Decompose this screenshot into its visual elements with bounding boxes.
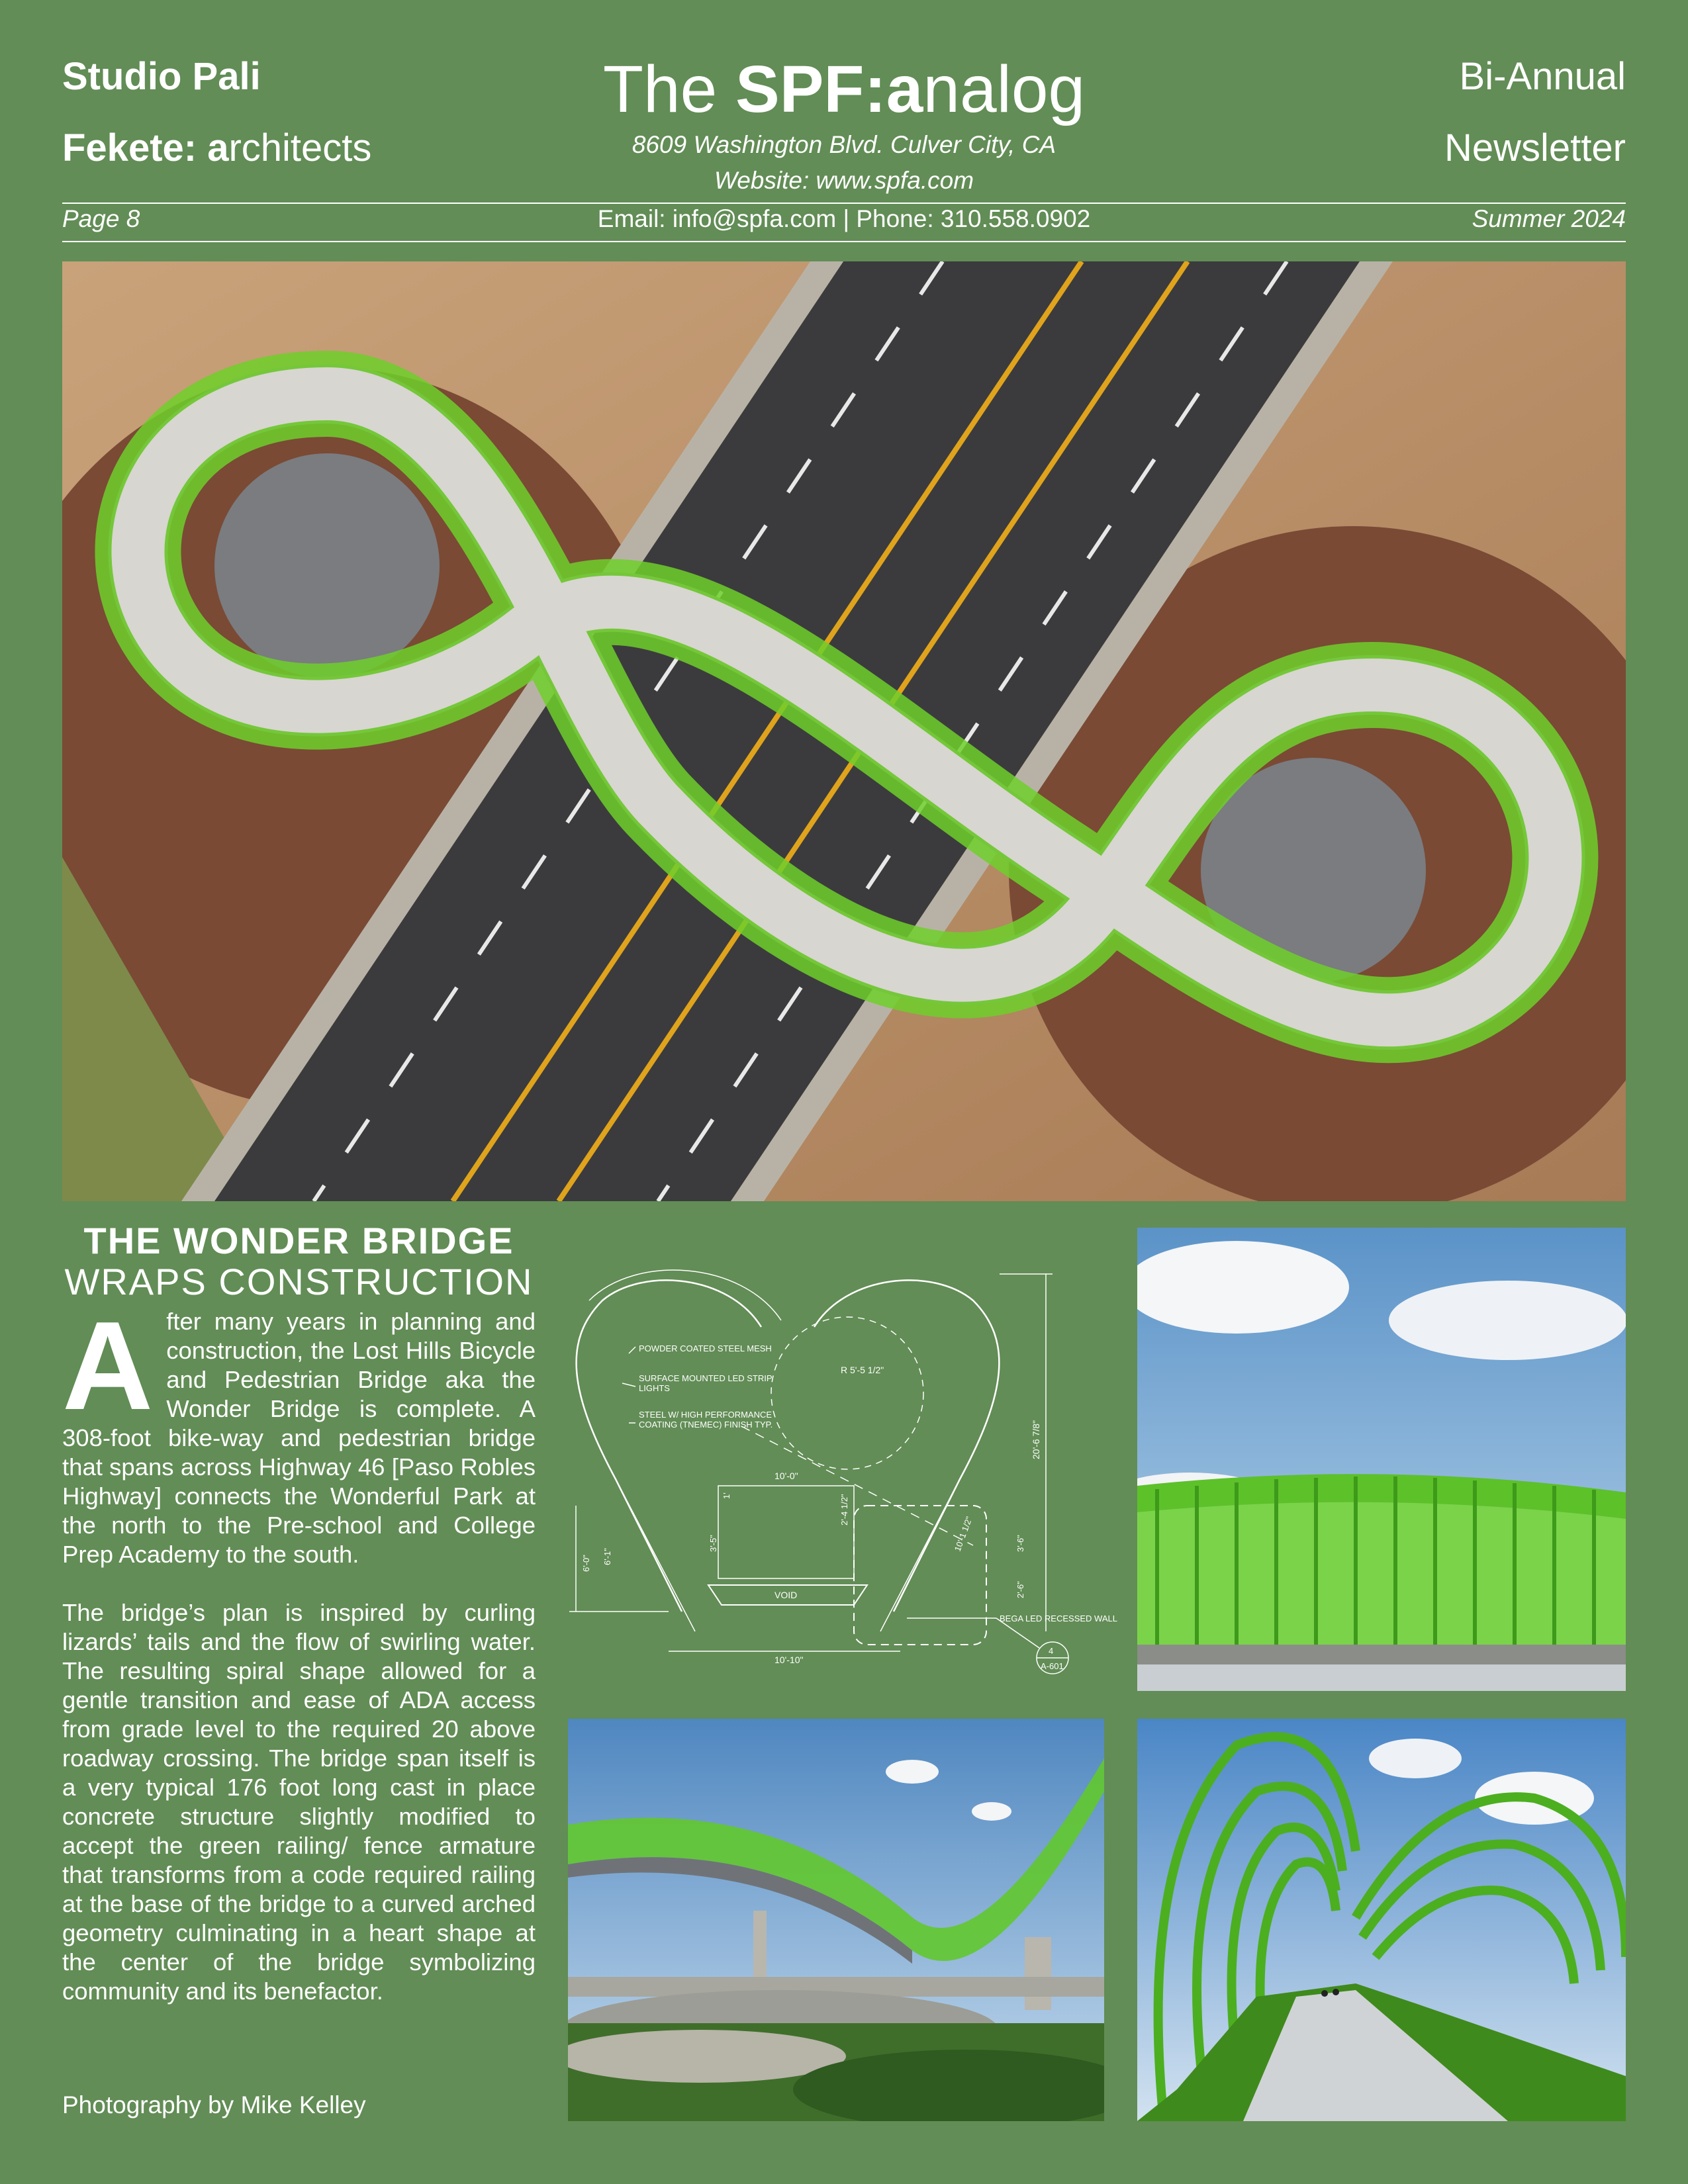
article-body xyxy=(62,1296,536,2006)
label-right-2: 2'-6" xyxy=(1015,1581,1025,1598)
article-title-line1: THE WONDER BRIDGE xyxy=(83,1220,514,1261)
address: 8609 Washington Blvd. Culver City, CA xyxy=(632,131,1056,158)
callout-number: 4 xyxy=(1049,1646,1054,1656)
page-number: Page 8 xyxy=(62,205,140,232)
paragraph-2: The bridge’s plan is inspired by curling lizards’ tails and the flow of swirling water. The resulting spiral shape allowed for a gentle transition and ease of ADA access from grade level to the required 20 above roadway crossing. The bridge span itself is a very typical 176 foot long cast in place concrete structure slightly modified to accept the green railing/ fence armature that transforms from a code required railing at the base of the bridge to a curved arched geometry culminating in a heart shape at the center of the bridge symbolizing community and its benefactor. xyxy=(62,1599,536,2005)
aerial-bridge-illustration xyxy=(62,261,1626,1201)
title-bold: SPF:a xyxy=(735,52,923,126)
frequency-label: Bi-Annual xyxy=(1459,55,1626,98)
bridge-landscape-illustration xyxy=(568,1719,1104,2121)
label-right-3: 10'-1 1/2" xyxy=(952,1515,974,1553)
title-rest: nalog xyxy=(923,52,1086,126)
header-rule-top xyxy=(62,203,1626,204)
paragraph-1 xyxy=(62,1296,536,1569)
heart-right-outer xyxy=(814,1280,999,1612)
label-left-b: 6'-1" xyxy=(602,1548,612,1565)
info-strip xyxy=(62,205,1626,238)
title-prefix: The xyxy=(602,52,735,126)
firm-name-studio-pali: Studio Pali xyxy=(62,55,261,98)
photo-bridge-landscape xyxy=(568,1719,1104,2121)
hero-aerial-photo xyxy=(62,261,1626,1201)
photo-bridge-walkway xyxy=(1137,1719,1626,2121)
label-inner-2: 2'-4 1/2" xyxy=(839,1494,849,1525)
label-led-1: SURFACE MOUNTED LED STRIP xyxy=(639,1373,773,1383)
bridge-side-illustration xyxy=(1137,1228,1626,1691)
contact-info: Email: info@spfa.com | Phone: 310.558.0902 xyxy=(597,205,1091,232)
label-mesh: POWDER COATED STEEL MESH xyxy=(639,1343,772,1353)
label-left-a: 6'-0" xyxy=(581,1555,591,1572)
header-rule-bottom xyxy=(62,241,1626,242)
photo-bridge-side xyxy=(1137,1228,1626,1691)
label-top-width: 10'-0" xyxy=(774,1471,798,1481)
drop-cap: A xyxy=(62,1296,154,1436)
firm-name-rest: rchitects xyxy=(228,126,372,169)
label-radius: R 5'-5 1/2" xyxy=(841,1365,884,1375)
callout-sheet: A-601 xyxy=(1041,1661,1064,1671)
label-steel-2: COATING (TNEMEC) FINISH TYP. xyxy=(639,1420,773,1430)
newsletter-label: Newsletter xyxy=(1444,126,1626,169)
newsletter-title xyxy=(0,52,1688,128)
label-right-1: 3'-6" xyxy=(1015,1535,1025,1552)
photo-credit: Photography by Mike Kelley xyxy=(62,2091,366,2118)
issue-date: Summer 2024 xyxy=(1472,205,1626,232)
label-led-2: LIGHTS xyxy=(639,1383,670,1393)
label-bottom-width: 10'-10" xyxy=(774,1655,804,1665)
bridge-walkway-illustration xyxy=(1137,1719,1626,2121)
website: Website: www.spfa.com xyxy=(714,167,974,194)
label-wall: BEGA LED RECESSED WALL xyxy=(1000,1614,1117,1623)
label-inner-1: 3'-5" xyxy=(708,1535,718,1552)
article-title-line2: WRAPS CONSTRUCTION xyxy=(64,1261,534,1302)
heart-section-drawing xyxy=(563,1261,1119,1684)
firm-name-bold-part: Fekete: a xyxy=(62,126,229,169)
section-diagram xyxy=(563,1261,1119,1684)
paragraph-1-text: fter many years in planning and construction, the Lost Hills Bicycle and Pedestrian Bridge aka the Wonder Bridge is complete. A 308-foot bike-way and pedestrian bridge that spans across Highway 46 [Paso Robles Highway] connects the Wonderful Park at the north to the Pre-school and College Prep Academy to the south. xyxy=(62,1308,536,1568)
label-height: 20'-6 7/8" xyxy=(1031,1420,1041,1459)
label-void: VOID xyxy=(774,1590,798,1600)
label-inner-3: 1' xyxy=(722,1492,731,1499)
label-steel-1: STEEL W/ HIGH PERFORMANCE xyxy=(639,1410,773,1420)
